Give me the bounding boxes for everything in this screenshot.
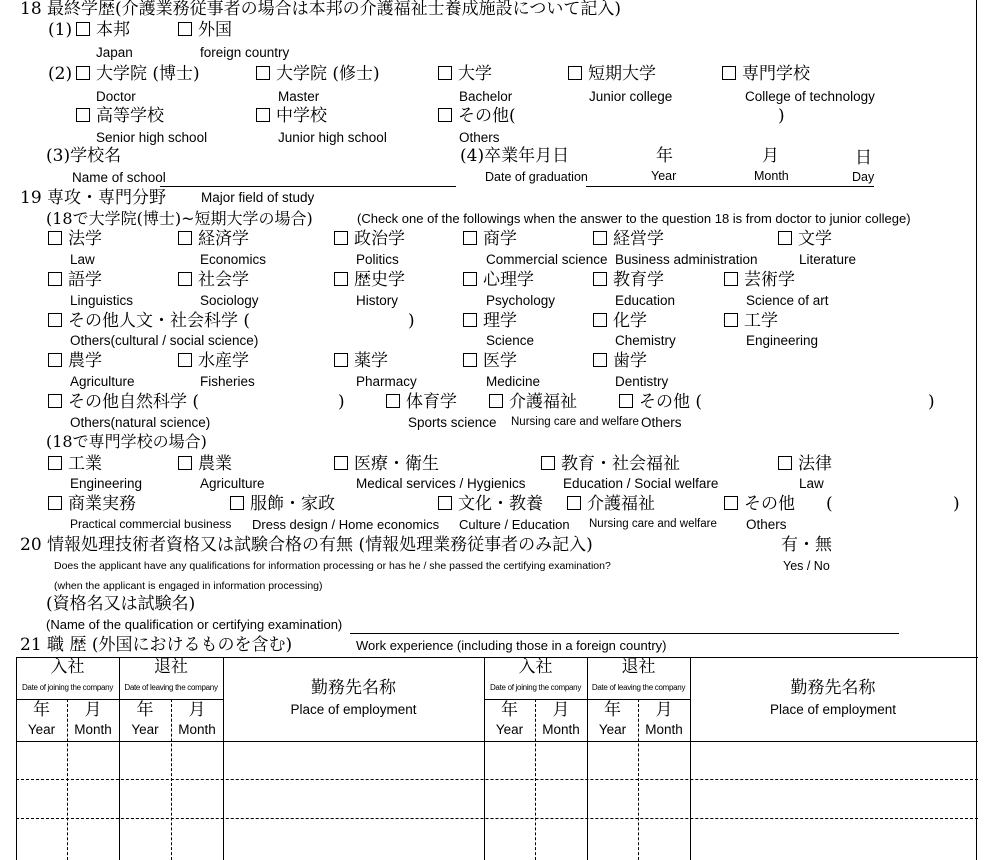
checkbox-icon xyxy=(778,456,792,470)
label-industry: Engineering xyxy=(70,476,143,491)
checkbox-practical-business[interactable]: 商業実務 xyxy=(48,496,136,513)
grad-date-field[interactable] xyxy=(586,186,874,187)
q20-cond-en: (when the applicant is engaged in information processing) xyxy=(54,580,323,592)
label-dress-design: Dress design / Home economics xyxy=(252,517,440,532)
grad-date-en: Date of graduation xyxy=(485,170,588,184)
table-row[interactable] xyxy=(17,781,975,818)
label-other-humanities: Others(cultural / social science) xyxy=(70,333,259,348)
checkbox-edu-welfare[interactable]: 教育・社会福祉 xyxy=(541,456,680,473)
join-header-jp: 入社 xyxy=(50,657,85,677)
checkbox-icon xyxy=(334,272,348,286)
checkbox-icon xyxy=(722,66,736,80)
checkbox-icon xyxy=(178,353,192,367)
label-senior-high: Senior high school xyxy=(96,130,208,145)
place-header-jp: 勤務先名称 xyxy=(311,678,396,698)
label-master: Master xyxy=(278,89,320,104)
label-politics: Politics xyxy=(356,252,399,267)
checkbox-culture[interactable]: 文化・教養 xyxy=(438,496,543,513)
q18-p1: (1) xyxy=(48,20,73,40)
grad-day-en: Day xyxy=(852,170,875,184)
checkbox-icon xyxy=(178,231,192,245)
label-other-field: Others xyxy=(641,415,682,430)
label-bachelor: Bachelor xyxy=(459,89,513,104)
q19-title: 19 専攻・専門分野 xyxy=(20,188,167,208)
leave-year-en: Year xyxy=(131,722,159,737)
label-law: Law xyxy=(70,252,95,267)
label-junior-high: Junior high school xyxy=(278,130,387,145)
checkbox-icon xyxy=(463,313,477,327)
q20-yes-no-en: Yes / No xyxy=(783,559,830,573)
label-medical-services: Medical services / Hygienics xyxy=(356,476,526,491)
label-business: Business administration xyxy=(615,252,758,267)
checkbox-icon xyxy=(48,313,62,327)
q19-cond2: (18で専門学校の場合) xyxy=(46,432,207,451)
label-linguistics: Linguistics xyxy=(70,293,134,308)
grad-year-en: Year xyxy=(651,169,677,183)
label-others: Others xyxy=(459,130,500,145)
join-month-jp-2: 月 xyxy=(552,700,570,720)
join-year-en-2: Year xyxy=(495,722,524,737)
label-history: History xyxy=(356,293,399,308)
join-header-en: Date of joining the company xyxy=(21,683,114,692)
other-natural-close: ) xyxy=(338,392,345,412)
checkbox-fisheries[interactable]: 水産学 xyxy=(178,353,249,370)
q20-title: 20 情報処理技術者資格又は試験合格の有無 (情報処理業務従事者のみ記入) xyxy=(20,535,593,555)
checkbox-icon xyxy=(178,456,192,470)
checkbox-medical-services[interactable]: 医療・衛生 xyxy=(334,456,439,473)
label-pharmacy: Pharmacy xyxy=(356,374,417,389)
checkbox-icon xyxy=(76,66,90,80)
join-year-jp-2: 年 xyxy=(501,700,518,720)
school-name-label: (3)学校名 xyxy=(46,146,122,166)
checkbox-economics[interactable]: 経済学 xyxy=(178,231,249,248)
label-sports: Sports science xyxy=(408,415,497,430)
label-literature: Literature xyxy=(799,252,857,267)
checkbox-foreign[interactable]: 外国 xyxy=(178,22,232,39)
q18-title: 18 最終学歴(介護業務従事者の場合は本邦の介護福祉士養成施設について記入) xyxy=(20,0,621,19)
checkbox-sports[interactable]: 体育学 xyxy=(386,394,457,411)
join-header-jp-2: 入社 xyxy=(518,657,553,677)
join-header-en-2: Date of joining the company xyxy=(489,683,582,692)
checkbox-icon xyxy=(48,353,62,367)
q19-cond1: (18で大学院(博士)~短期大学の場合) xyxy=(46,209,313,228)
checkbox-psychology[interactable]: 心理学 xyxy=(463,272,534,289)
checkbox-business[interactable]: 経営学 xyxy=(593,231,664,248)
checkbox-commercial[interactable]: 商学 xyxy=(463,231,517,248)
checkbox-japan[interactable]: 本邦 xyxy=(76,22,130,39)
leave-year-en-2: Year xyxy=(598,722,627,737)
label-foreign: foreign country xyxy=(200,45,290,60)
label-practical-business: Practical commercial business xyxy=(70,517,232,531)
leave-header-jp-2: 退社 xyxy=(621,657,656,677)
label-art: Science of art xyxy=(746,293,829,308)
checkbox-icon xyxy=(256,108,270,122)
checkbox-icon xyxy=(593,313,607,327)
checkbox-law-voc[interactable]: 法律 xyxy=(778,456,832,473)
label-others-voc: Others xyxy=(746,517,787,532)
label-medicine: Medicine xyxy=(486,374,541,389)
checkbox-icon xyxy=(334,353,348,367)
other-field-close: ) xyxy=(928,392,935,412)
checkbox-politics[interactable]: 政治学 xyxy=(334,231,405,248)
checkbox-education[interactable]: 教育学 xyxy=(593,272,664,289)
label-education: Education xyxy=(615,293,676,308)
checkbox-history[interactable]: 歴史学 xyxy=(334,272,405,289)
row-divider xyxy=(16,818,978,819)
checkbox-literature[interactable]: 文学 xyxy=(778,231,832,248)
checkbox-other-field[interactable]: その他 ( xyxy=(619,394,702,411)
row-divider xyxy=(16,779,978,780)
checkbox-icon xyxy=(178,22,192,36)
grad-date-label: (4)卒業年月日 xyxy=(460,146,570,166)
others-voc-close: ) xyxy=(953,494,960,514)
grad-month-jp: 月 xyxy=(762,146,779,166)
checkbox-medicine[interactable]: 医学 xyxy=(463,353,517,370)
qualification-name-field[interactable] xyxy=(350,633,899,634)
leave-year-jp-2: 年 xyxy=(604,700,621,720)
checkbox-doctor[interactable]: 大学院 (博士) xyxy=(76,66,200,83)
label-economics: Economics xyxy=(200,252,267,267)
right-border xyxy=(976,0,977,658)
label-commercial: Commercial science xyxy=(486,252,608,267)
checkbox-junior-college[interactable]: 短期大学 xyxy=(568,66,656,83)
checkbox-icon xyxy=(724,272,738,286)
leave-year-jp: 年 xyxy=(136,700,154,720)
checkbox-sociology[interactable]: 社会学 xyxy=(178,272,249,289)
checkbox-agriculture[interactable]: 農学 xyxy=(48,353,102,370)
other-humanities-close: ) xyxy=(408,311,415,331)
checkbox-icon xyxy=(334,231,348,245)
checkbox-icon xyxy=(593,231,607,245)
label-japan: Japan xyxy=(96,45,133,60)
q21-title: 21 職 歴 (外国におけるものを含む) xyxy=(20,635,293,655)
label-psychology: Psychology xyxy=(486,293,556,308)
q19-cond1-en: (Check one of the followings when the answer to the question 18 is from doctor to junior college) xyxy=(357,211,911,226)
place-header-en: Place of employment xyxy=(290,702,417,717)
checkbox-icon xyxy=(256,66,270,80)
label-chemistry: Chemistry xyxy=(615,333,676,348)
checkbox-science[interactable]: 理学 xyxy=(463,313,517,330)
label-college-tech: College of technology xyxy=(745,89,875,104)
checkbox-icon xyxy=(438,66,452,80)
checkbox-icon xyxy=(178,272,192,286)
q20-yes-no-jp[interactable]: 有・無 xyxy=(781,535,832,555)
checkbox-junior-high[interactable]: 中学校 xyxy=(256,108,327,125)
checkbox-icon xyxy=(778,231,792,245)
leave-month-jp-2: 月 xyxy=(655,700,673,720)
checkbox-others[interactable]: その他( xyxy=(438,108,516,125)
checkbox-chemistry[interactable]: 化学 xyxy=(593,313,647,330)
checkbox-nursing-voc[interactable]: 介護福祉 xyxy=(567,496,655,513)
checkbox-icon xyxy=(568,66,582,80)
checkbox-icon xyxy=(567,496,581,510)
checkbox-icon xyxy=(48,456,62,470)
q18-p2: (2) xyxy=(48,64,73,84)
label-law-voc: Law xyxy=(799,476,824,491)
checkbox-other-natural[interactable]: その他自然科学 ( xyxy=(48,394,199,411)
checkbox-icon xyxy=(438,496,452,510)
checkbox-icon xyxy=(619,394,633,408)
checkbox-icon xyxy=(334,456,348,470)
label-fisheries: Fisheries xyxy=(200,374,255,389)
checkbox-icon xyxy=(48,496,62,510)
join-year-jp: 年 xyxy=(33,700,50,720)
checkbox-master[interactable]: 大学院 (修士) xyxy=(256,66,380,83)
checkbox-icon xyxy=(386,394,400,408)
checkbox-agri-voc[interactable]: 農業 xyxy=(178,456,232,473)
q21-title-en: Work experience (including those in a foreign country) xyxy=(356,638,667,653)
checkbox-icon xyxy=(593,272,607,286)
checkbox-art[interactable]: 芸術学 xyxy=(724,272,795,289)
place-header-jp-2: 勤務先名称 xyxy=(790,678,876,698)
label-science: Science xyxy=(486,333,535,348)
table-row[interactable] xyxy=(17,820,975,859)
checkbox-bachelor[interactable]: 大学 xyxy=(438,66,492,83)
checkbox-dress-design[interactable]: 服飾・家政 xyxy=(230,496,335,513)
label-other-natural: Others(natural science) xyxy=(70,415,211,430)
table-row[interactable] xyxy=(17,742,975,779)
grad-month-en: Month xyxy=(754,169,789,183)
label-junior-college: Junior college xyxy=(589,89,673,104)
checkbox-icon xyxy=(463,231,477,245)
leave-header-en: Date of leaving the company xyxy=(124,683,218,692)
checkbox-linguistics[interactable]: 語学 xyxy=(48,272,102,289)
leave-header-en-2: Date of leaving the company xyxy=(591,683,686,692)
checkbox-other-humanities[interactable]: その他人文・社会科学 ( xyxy=(48,313,250,330)
checkbox-icon xyxy=(48,272,62,286)
checkbox-icon xyxy=(76,108,90,122)
q20-name-jp: (資格名又は試験名) xyxy=(46,594,196,614)
others-close-paren: ) xyxy=(778,106,785,126)
join-month-en: Month xyxy=(74,722,112,737)
checkbox-icon xyxy=(48,394,62,408)
label-doctor: Doctor xyxy=(96,89,136,104)
label-nursing: Nursing care and welfare xyxy=(511,416,639,428)
others-voc-open: ( xyxy=(826,494,833,514)
join-month-jp: 月 xyxy=(84,700,102,720)
label-engineering: Engineering xyxy=(746,333,819,348)
checkbox-dentistry[interactable]: 歯学 xyxy=(593,353,647,370)
leave-month-en: Month xyxy=(178,722,216,737)
label-sociology: Sociology xyxy=(200,293,259,308)
q20-name-en: (Name of the qualification or certifying examination) xyxy=(46,617,343,632)
checkbox-senior-high[interactable]: 高等学校 xyxy=(76,108,164,125)
q19-title-en: Major field of study xyxy=(201,190,315,205)
leave-month-en-2: Month xyxy=(645,722,683,737)
table-right-border xyxy=(976,657,977,860)
label-nursing-voc: Nursing care and welfare xyxy=(589,518,717,530)
checkbox-icon xyxy=(230,496,244,510)
label-edu-welfare: Education / Social welfare xyxy=(563,476,719,491)
checkbox-law[interactable]: 法学 xyxy=(48,231,102,248)
checkbox-icon xyxy=(463,353,477,367)
join-year-en: Year xyxy=(27,722,56,737)
checkbox-nursing[interactable]: 介護福祉 xyxy=(489,394,577,411)
q20-question-en: Does the applicant have any qualifications for information processing or has he / she passed the certifying examination? xyxy=(54,560,611,572)
checkbox-icon xyxy=(76,22,90,36)
checkbox-industry[interactable]: 工業 xyxy=(48,456,102,473)
label-dentistry: Dentistry xyxy=(615,374,669,389)
checkbox-icon xyxy=(541,456,555,470)
leave-header-jp: 退社 xyxy=(154,657,188,677)
label-agriculture: Agriculture xyxy=(70,374,135,389)
grad-day-jp: 日 xyxy=(855,148,872,168)
checkbox-icon xyxy=(724,313,738,327)
checkbox-icon xyxy=(489,394,503,408)
label-agri-voc: Agriculture xyxy=(200,476,265,491)
place-header-en-2: Place of employment xyxy=(769,702,897,717)
checkbox-engineering[interactable]: 工学 xyxy=(724,313,778,330)
school-name-en: Name of school xyxy=(72,170,166,185)
checkbox-icon xyxy=(724,496,738,510)
checkbox-icon xyxy=(463,272,477,286)
leave-month-jp: 月 xyxy=(188,700,206,720)
checkbox-icon xyxy=(438,108,452,122)
grad-year-jp: 年 xyxy=(656,146,673,166)
school-name-field[interactable] xyxy=(160,186,456,187)
join-month-en-2: Month xyxy=(542,722,580,737)
checkbox-pharmacy[interactable]: 薬学 xyxy=(334,353,388,370)
checkbox-icon xyxy=(593,353,607,367)
checkbox-college-tech[interactable]: 専門学校 xyxy=(722,66,810,83)
label-culture: Culture / Education xyxy=(459,517,570,532)
checkbox-icon xyxy=(48,231,62,245)
checkbox-others-voc[interactable]: その他 xyxy=(724,496,795,513)
